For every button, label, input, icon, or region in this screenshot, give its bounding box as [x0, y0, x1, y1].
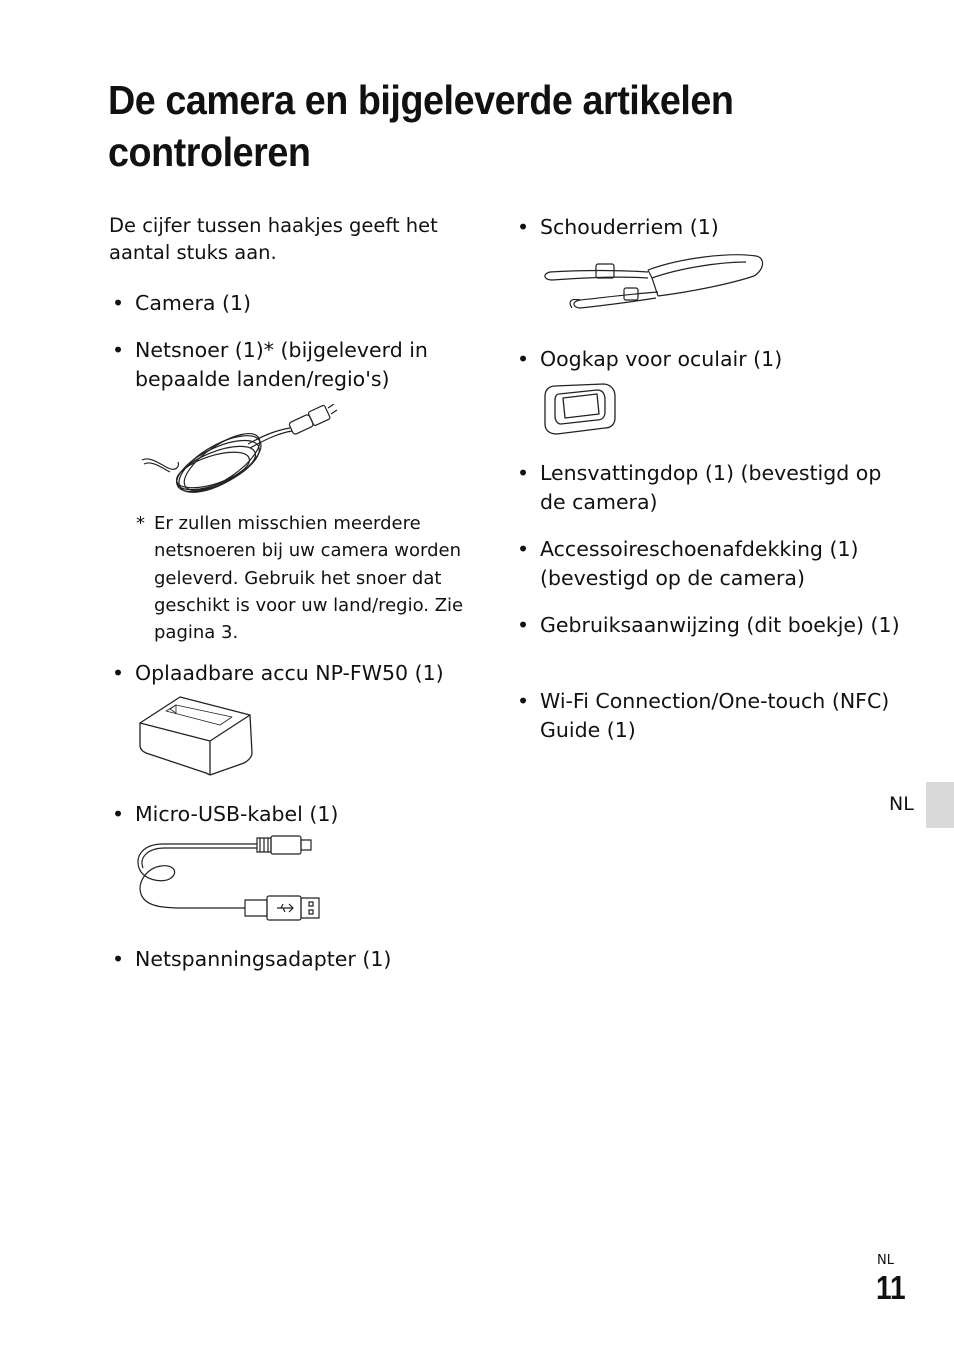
item-label: Camera (1) [135, 291, 252, 315]
list-item-eyecup [517, 345, 900, 374]
shoulder-strap-illustration [540, 252, 766, 314]
bullet: • [112, 947, 125, 971]
list-item-ac-adapter [112, 945, 495, 974]
list-item-manual [517, 611, 910, 640]
list-item-usb-cable [112, 800, 495, 829]
bullet: • [517, 215, 530, 239]
power-cord-illustration [138, 404, 343, 500]
item-label: Oogkap voor oculair (1) [540, 347, 783, 371]
bullet: • [517, 537, 530, 561]
item-label: Accessoireschoenafdekking (1) (bevestigd op de camera) [540, 537, 859, 590]
bullet: • [112, 661, 125, 685]
bullet: • [112, 802, 125, 826]
title-line-1: De camera en bijgeleverde artikelen [108, 77, 734, 123]
intro-text: De cijfer tussen haakjes geeft het aantal stuks aan. [109, 214, 438, 264]
list-item-camera [112, 289, 495, 318]
footnote-marker: * [136, 513, 145, 534]
bullet: • [517, 613, 530, 637]
list-item-wifi-guide [517, 687, 900, 745]
item-label: Lensvattingdop (1) (bevestigd op de camera) [540, 461, 882, 514]
bullet: • [517, 461, 530, 485]
footnote-text: Er zullen misschien meerdere netsnoeren bij uw camera worden geleverd. Gebruik het snoer dat geschikt is voor uw land/regio. Zie pagina 3. [154, 513, 464, 644]
eyecup-illustration [541, 380, 619, 438]
list-item-body-cap [517, 459, 900, 517]
side-language-label: NL [889, 793, 914, 815]
battery-illustration [136, 693, 256, 779]
bullet: • [517, 347, 530, 371]
item-label: Netsnoer (1)* (bijgeleverd in bepaalde landen/regio's) [135, 338, 428, 391]
page-title [108, 74, 807, 178]
usb-cable-illustration [133, 832, 325, 922]
item-label: Oplaadbare accu NP-FW50 (1) [135, 661, 444, 685]
item-label: Micro-USB-kabel (1) [135, 802, 339, 826]
footer-language: NL [877, 1253, 894, 1268]
footnote [136, 510, 484, 646]
item-label: Schouderriem (1) [540, 215, 719, 239]
bullet: • [517, 689, 530, 713]
list-item-battery [112, 659, 495, 688]
bullet: • [112, 338, 125, 362]
page-number: 11 [876, 1269, 906, 1306]
title-line-2: controleren [108, 129, 311, 175]
item-label: Netspanningsadapter (1) [135, 947, 392, 971]
side-language-tab [926, 782, 954, 828]
item-label: Gebruiksaanwijzing (dit boekje) (1) [540, 613, 900, 637]
list-item-power-cord [112, 336, 465, 394]
bullet: • [112, 291, 125, 315]
item-label: Wi-Fi Connection/One-touch (NFC) Guide (1) [540, 689, 890, 742]
list-item-strap [517, 213, 900, 242]
list-item-shoe-cap [517, 535, 900, 593]
